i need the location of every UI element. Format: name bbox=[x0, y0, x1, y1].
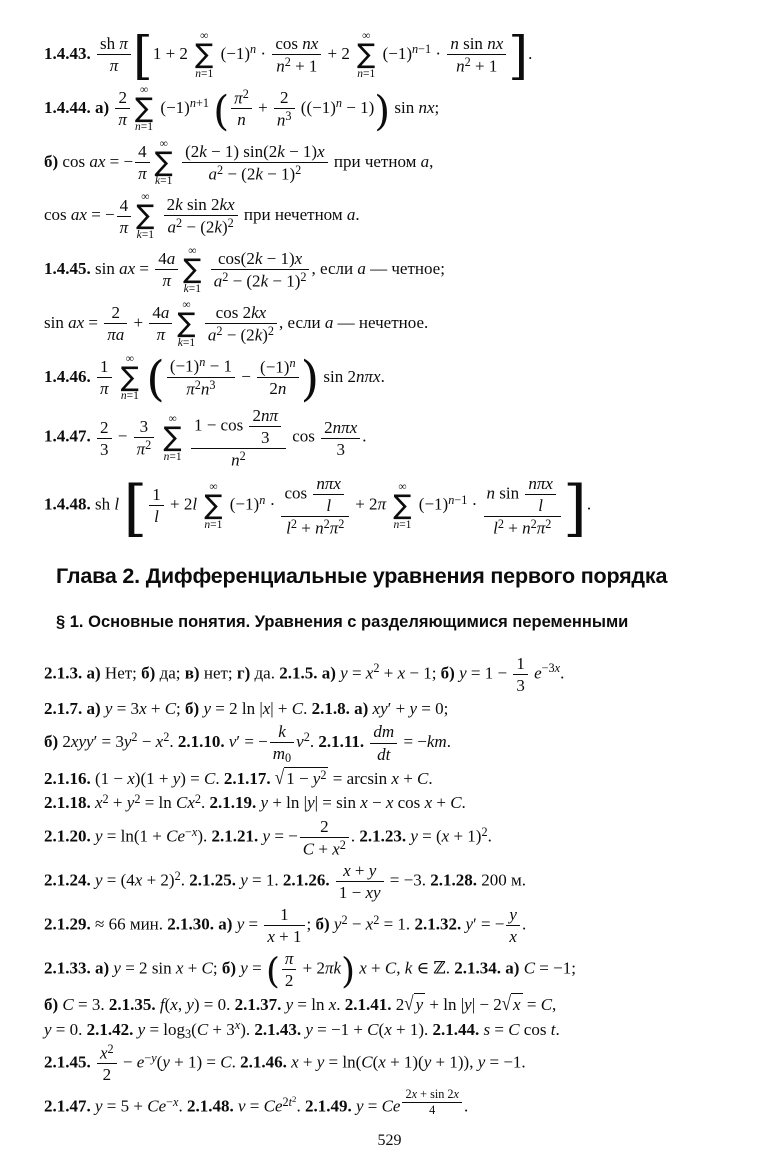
answers-section-fourier bbox=[44, 27, 735, 544]
summation-sign: ∞ ∑ k=1 bbox=[154, 137, 173, 188]
superscript: 2 bbox=[176, 216, 183, 231]
answer-line: 2.1.18. x2 + y2 = ln Cx2. 2.1.19. y + ln |y| = sin x − x cos x + C. bbox=[44, 791, 466, 813]
superscript: 2 bbox=[107, 1041, 114, 1056]
answer-line: y = 0. 2.1.42. y = log3(C + 3x). 2.1.43. y = −1 + C(x + 1). 2.1.44. s = C cos t. bbox=[44, 1018, 560, 1041]
fraction: $\frac{1}{x + 1}$ bbox=[264, 905, 304, 946]
fraction: $\frac{2n\pi}{3}$ bbox=[249, 406, 281, 447]
answer-line: 1.4.47. $\frac{2}{3}$ − $\frac{3}{\pi 2}$ ∞ ∑ n=1 1 − cos $\frac{2n\pi}{3}$ n2 cos $\frac{\text{2nπx}}{3}$ . bbox=[44, 406, 367, 470]
fraction: $\frac{\text{2nπx}}{3}$ bbox=[321, 418, 360, 459]
superscript: 2 bbox=[320, 767, 327, 782]
fraction: $\frac{2}{\pi}$ bbox=[115, 88, 130, 129]
answer-line: sin ax = $\frac{2}{\pi a}$ + $\frac{4a}{\pi}$ ∞ ∑ k=1 $\frac{\cos 2kx}{a2 - (2k)2}$ , если a — нечетное. bbox=[44, 298, 429, 349]
summation-sign: ∞ ∑ k=1 bbox=[136, 191, 155, 241]
superscript: 2 bbox=[303, 730, 310, 745]
page-number: 529 bbox=[377, 1131, 402, 1149]
superscript: −y bbox=[144, 1051, 157, 1066]
superscript: 2 bbox=[290, 517, 297, 532]
superscript: 2 bbox=[216, 162, 224, 177]
superscript: 2 bbox=[222, 270, 229, 285]
section-heading: § 1. Основные понятия. Уравнения с разделяющимися переменными bbox=[56, 612, 629, 631]
superscript: 2 bbox=[102, 791, 109, 806]
summation-sign: ∞ ∑ n=1 bbox=[393, 480, 412, 531]
superscript: 2 bbox=[497, 517, 504, 532]
fraction: $\frac{3}{\pi 2}$ bbox=[134, 417, 155, 459]
summation-sign: ∞ ∑ n=1 bbox=[163, 413, 182, 463]
answer-line: 1.4.46. $\frac{1}{\pi}$ ∞ ∑ n=1 ( $\frac{(-1)n - 1}{\pi 2n3}$ − $\frac{(-1)n}{2n}$ ) sin 2nπx. bbox=[44, 351, 385, 407]
superscript: 2 bbox=[339, 837, 346, 852]
answer-line: 1.4.48. sh l [ $\frac{1}{l}$ + 2l ∞ ∑ n=1 (−1)n · cos $\frac{\text{nπx}}{l}$ l2 + n2π2 + 2π ∞ ∑ n=1 (−1)n−1 · n sin $\frac{\text{nπx}}{l}$ l2 + n2π2 ]. bbox=[44, 472, 592, 544]
superscript: 2 bbox=[267, 323, 275, 338]
superscript: 2 bbox=[300, 270, 307, 285]
superscript: n bbox=[289, 355, 296, 370]
summation-sign: ∞ ∑ k=1 bbox=[177, 298, 196, 349]
superscript: 2 bbox=[242, 86, 249, 101]
summation-sign: ∞ ∑ n=1 bbox=[357, 30, 376, 80]
superscript: 2 bbox=[227, 216, 234, 231]
superscript: 2 bbox=[341, 913, 348, 928]
summation-sign: ∞ ∑ n=1 bbox=[195, 30, 214, 80]
fraction: $\frac{y}{x}$ bbox=[506, 905, 520, 946]
fraction: $\frac{2}{3}$ bbox=[97, 418, 112, 459]
fraction: $\frac{4}{\pi}$ bbox=[135, 142, 150, 183]
subscript: 0 bbox=[285, 750, 292, 765]
superscript: n−1 bbox=[448, 493, 468, 508]
superscript: 2 bbox=[545, 517, 552, 532]
answer-line: 1.4.44. а) $\frac{2}{\pi}$ ∞ ∑ n=1 (−1)n+1 ( $\frac{\pi 2}{n}$ + $\frac{2}{n3}$ ((−1)n − 1)) sin nx; bbox=[44, 83, 440, 135]
fraction: $\frac{\pi}{2}$ bbox=[282, 949, 297, 990]
superscript: n bbox=[259, 493, 266, 508]
fraction: $\frac{1}{l}$ bbox=[149, 485, 164, 526]
fraction: $\frac{\text{nπx}}{l}$ bbox=[313, 474, 344, 515]
superscript: 2 bbox=[481, 824, 488, 839]
summation-sign: ∞ ∑ n=1 bbox=[120, 352, 139, 403]
answer-line: 2.1.45. $\frac{x2}{2}$ − e−y(y + 1) = C. 2.1.46. x + y = ln(C(x + 1)(y + 1)), y = −1. bbox=[44, 1041, 526, 1085]
superscript: 2 bbox=[373, 661, 380, 676]
fraction: n sin $\frac{\text{nπx}}{l}$ l2 + n2π2 bbox=[484, 474, 561, 538]
answers-section-ode bbox=[44, 654, 735, 1118]
fraction: $\frac{2}{n3}$ bbox=[274, 88, 295, 130]
superscript bbox=[400, 1088, 464, 1118]
answer-line: 2.1.29. ≈ 66 мин. 2.1.30. а) y = $\frac{1}{x + 1}$ ; б) y2 − x2 = 1. 2.1.32. y′ = − $\frac{y}{x}$ . bbox=[44, 905, 527, 947]
superscript: n bbox=[250, 42, 257, 57]
superscript: −x bbox=[166, 1094, 179, 1109]
summation-sign: ∞ ∑ n=1 bbox=[204, 480, 223, 531]
superscript: −x bbox=[185, 824, 198, 839]
superscript: 2 bbox=[292, 1093, 297, 1104]
superscript: x bbox=[234, 1018, 241, 1033]
fraction: $\frac{(-1)n - 1}{\pi 2n3}$ bbox=[167, 356, 235, 398]
fraction: $\frac{\pi 2}{n}$ bbox=[231, 88, 252, 130]
superscript: 2 bbox=[239, 449, 246, 464]
radical: √ y bbox=[404, 992, 424, 1015]
answer-line: 2.1.47. y = 5 + Ce−x. 2.1.48. v = Ce2t2. 2.1.49. y = Ce $\frac{2x + \sin 2x}{4}$ . bbox=[44, 1086, 469, 1118]
answer-line: 2.1.24. y = (4x + 2)2. 2.1.25. y = 1. 2.1.26. $\frac{x + y}{1 - xy}$ = −3. 2.1.28. 200 м. bbox=[44, 861, 526, 903]
fraction: $\frac{\text{n sin nx}}{n2 + 1}$ bbox=[447, 34, 506, 76]
answer-line: 1.4.45. sin ax = $\frac{4a}{\pi}$ ∞ ∑ k=1 $\frac{\cos(2k - 1)x}{a2 - (2k - 1)2}$ , если a — четное; bbox=[44, 245, 445, 295]
superscript: 2 bbox=[134, 791, 141, 806]
superscript: n bbox=[199, 355, 206, 370]
fraction: $\frac{(-1)n}{2n}$ bbox=[257, 357, 299, 399]
superscript: 2 bbox=[145, 438, 152, 453]
superscript: 2 bbox=[323, 517, 330, 532]
answer-line: 2.1.7. а) y = 3x + C; б) y = 2 ln |x| + C. 2.1.8. а) xy′ + y = 0; bbox=[44, 698, 449, 718]
superscript: 2 bbox=[464, 55, 471, 70]
fraction: $\frac{2}{\pi a}$ bbox=[104, 303, 127, 344]
answer-line: 2.1.16. (1 − x)(1 + y) = C. 2.1.17. √ 1 − y2 = arcsin x + C. bbox=[44, 766, 433, 789]
answer-line: б) cos ax = − $\frac{4}{\pi}$ ∞ ∑ k=1 $\frac{(2k - 1) \sin(2k - 1)x}{a2 - (2k - 1)2}$ при четном a, bbox=[44, 137, 434, 188]
fraction: $\frac{\cos 2kx}{a2 - (2k)2}$ bbox=[205, 303, 277, 345]
summation-sign: ∞ ∑ k=1 bbox=[183, 245, 202, 295]
fraction: $\frac{4}{\pi}$ bbox=[117, 196, 132, 237]
fraction: $\frac{\text{sh π}}{\pi}$ bbox=[97, 34, 131, 75]
superscript: 2 bbox=[163, 730, 170, 745]
fraction: $\frac{4a}{\pi}$ bbox=[149, 303, 172, 344]
fraction: $\frac{2}{C + x2}$ bbox=[300, 817, 349, 859]
radical: √ 1 − y2 bbox=[274, 766, 327, 789]
summation-sign: ∞ ∑ n=1 bbox=[134, 83, 154, 134]
answer-line: cos ax = − $\frac{4}{\pi}$ ∞ ∑ k=1 $\frac{\text{2k sin 2kx}}{a2 - (2k)2}$ при нечетном a. bbox=[44, 191, 360, 241]
answer-line: 2.1.3. а) Нет; б) да; в) нет; г) да. 2.1.5. а) y = x2 + x − 1; б) y = 1 − $\frac{1}{3}$ e−3x. bbox=[44, 653, 565, 695]
fraction: cos $\frac{\text{nπx}}{l}$ l2 + n2π2 bbox=[281, 474, 348, 538]
answer-line: б) C = 3. 2.1.35. f(x, y) = 0. 2.1.37. y = ln x. 2.1.41. 2√ y + ln |y| − 2√ x = C, bbox=[44, 992, 557, 1015]
fraction: $\frac{2x + \sin 2x}{4}$ bbox=[402, 1088, 462, 1118]
superscript: 2 bbox=[194, 791, 202, 806]
subscript: 3 bbox=[185, 1026, 192, 1041]
answer-line: 1.4.43. $\frac{\text{sh π}}{\pi}$ [1 + 2 ∞ ∑ n=1 (−1)n · $\frac{\text{cos nx}}{n2 + 1}$ + 2 ∞ ∑ n=1 (−1)n−1 · $\frac{\text{n sin nx}}{n2 + 1}$ ]. bbox=[44, 27, 533, 87]
superscript: n−1 bbox=[412, 42, 432, 57]
superscript: −3x bbox=[541, 661, 561, 676]
superscript: 2t2 bbox=[282, 1093, 297, 1109]
fraction: $\frac{1}{\pi}$ bbox=[97, 357, 112, 398]
answer-line: б) 2xyy′ = 3y2 − x2. 2.1.10. v′ = − $\frac{k}{m0}$ v2. 2.1.11. $\frac{dm}{dt}$ = −km. bbox=[44, 721, 451, 765]
superscript: 2 bbox=[131, 730, 138, 745]
fraction: $\frac{\cos(2k - 1)x}{a2 - (2k - 1)2}$ bbox=[211, 249, 310, 291]
fraction: $\frac{x2}{2}$ bbox=[97, 1043, 117, 1085]
fraction: $\frac{k}{m0}$ bbox=[270, 722, 294, 764]
superscript: 3 bbox=[209, 377, 216, 392]
fraction: $\frac{dm}{dt}$ bbox=[370, 722, 397, 763]
superscript: 2 bbox=[284, 55, 291, 70]
fraction: $\frac{\text{cos nx}}{n2 + 1}$ bbox=[272, 34, 321, 76]
fraction: $\frac{1}{3}$ bbox=[513, 654, 528, 695]
superscript: 2 bbox=[373, 913, 380, 928]
superscript: 2 bbox=[216, 323, 223, 338]
superscript: 3 bbox=[285, 108, 292, 123]
superscript: n+1 bbox=[189, 96, 209, 111]
superscript: 2 bbox=[174, 869, 181, 884]
chapter-heading: Глава 2. Дифференциальные уравнения первого порядка bbox=[56, 563, 668, 588]
fraction: $\frac{\text{2k sin 2kx}}{a2 - (2k)2}$ bbox=[164, 195, 238, 237]
fraction: 1 − cos $\frac{2n\pi}{3}$ n2 bbox=[191, 406, 286, 470]
fraction: $\frac{(2k - 1) \sin(2k - 1)x}{a2 - (2k - 1)2}$ bbox=[182, 142, 328, 184]
superscript: 2 bbox=[338, 517, 345, 532]
superscript: 2 bbox=[530, 517, 537, 532]
radical: √ x bbox=[501, 992, 521, 1015]
superscript: 2 bbox=[295, 162, 302, 177]
fraction: $\frac{x + y}{1 - xy}$ bbox=[336, 861, 384, 902]
fraction: $\frac{4a}{\pi}$ bbox=[155, 249, 178, 290]
answer-line: 2.1.20. y = ln(1 + Ce−x). 2.1.21. y = − $\frac{2}{C + x2}$ . 2.1.23. y = (x + 1)2. bbox=[44, 816, 492, 859]
superscript: 2 bbox=[194, 377, 201, 392]
answer-line: 2.1.33. а) y = 2 sin x + C; б) y = ( $\frac{\pi}{2}$ + 2πk) x + C, k ∈ ℤ. 2.1.34. а) C = −1; bbox=[44, 949, 576, 992]
superscript: n bbox=[335, 96, 342, 111]
fraction: $\frac{\text{nπx}}{l}$ bbox=[525, 474, 556, 515]
